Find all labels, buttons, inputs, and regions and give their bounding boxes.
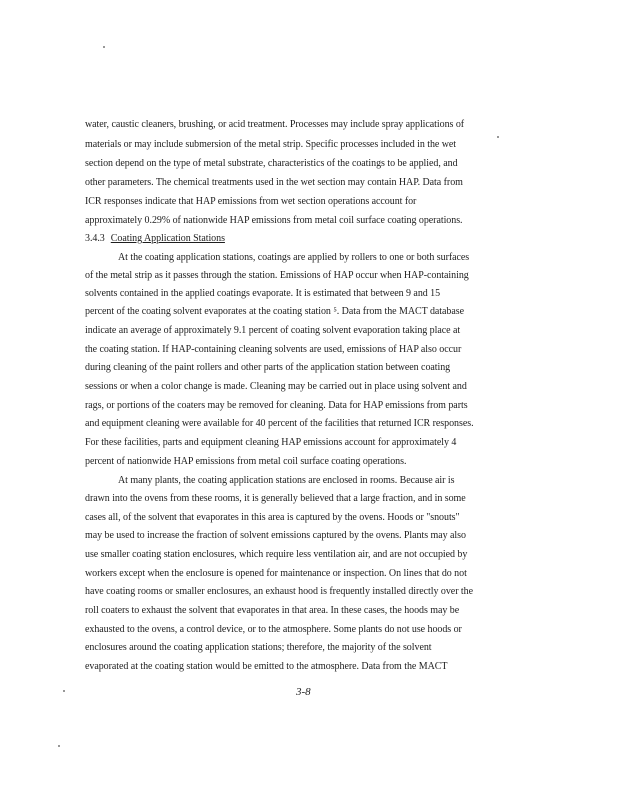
scan-speck (63, 690, 65, 692)
text-line: exhausted to the ovens, a control device, or to the atmosphere. Some plants do not use hoods or (85, 624, 462, 635)
text-line: roll coaters to exhaust the solvent that evaporates in that area. In these cases, the hoods may be (85, 605, 460, 616)
text-line: workers except when the enclosure is opened for maintenance or inspection. On lines that do not (85, 568, 467, 579)
text-line: ICR responses indicate that HAP emissions from wet section operations account for (85, 196, 417, 207)
text-line: sessions or when a color change is made. Cleaning may be carried out in place using solvent and (85, 381, 467, 392)
text-line: At many plants, the coating application stations are enclosed in rooms. Because air is (118, 475, 455, 486)
text-line: section depend on the type of metal substrate, characteristics of the coatings to be applied, and (85, 158, 458, 169)
section-title: Coating Application Stations (110, 233, 225, 244)
text-line: during cleaning of the paint rollers and other parts of the application station between coating (85, 362, 451, 373)
text-line: may be used to increase the fraction of solvent emissions captured by the ovens. Plants may also (85, 530, 466, 541)
text-line: For these facilities, parts and equipment cleaning HAP emissions account for approximately 4 (85, 437, 457, 448)
text-line: and equipment cleaning were available for 40 percent of the facilities that returned ICR responses. (85, 418, 474, 429)
text-line: have coating rooms or smaller enclosures, an exhaust hood is frequently installed directly over the (85, 586, 473, 597)
page-number: 3-8 (296, 686, 311, 698)
scan-speck (497, 136, 499, 138)
text-line: percent of nationwide HAP emissions from metal coil surface coating operations. (85, 456, 407, 467)
text-line: water, caustic cleaners, brushing, or acid treatment. Processes may include spray applications of (85, 119, 465, 130)
text-line: rags, or portions of the coaters may be removed for cleaning. Data for HAP emissions from parts (85, 400, 468, 411)
text-line: drawn into the ovens from these rooms, it is generally believed that a large fraction, and in some (85, 493, 466, 504)
scan-speck (103, 46, 105, 48)
text-line: cases all, of the solvent that evaporates in this area is captured by the ovens. Hoods or "snouts" (85, 512, 460, 523)
text-line: solvents contained in the applied coatings evaporate. It is estimated that between 9 and 15 (85, 288, 441, 299)
text-line: evaporated at the coating station would be emitted to the atmosphere. Data from the MACT (85, 661, 448, 672)
text-line: percent of the coating solvent evaporates at the coating station ⁵. Data from the MACT database (85, 306, 464, 317)
section-heading (85, 232, 225, 246)
text-line: use smaller coating station enclosures, which require less ventilation air, and are not occupied by (85, 549, 468, 560)
text-line: of the metal strip as it passes through the station. Emissions of HAP occur when HAP-containing (85, 270, 469, 281)
text-line: At the coating application stations, coatings are applied by rollers to one or both surfaces (118, 252, 470, 263)
text-line: indicate an average of approximately 9.1 percent of coating solvent evaporation taking place at (85, 325, 461, 336)
text-line: other parameters. The chemical treatments used in the wet section may contain HAP. Data from (85, 177, 463, 188)
text-line: approximately 0.29% of nationwide HAP emissions from metal coil surface coating operations. (85, 215, 463, 226)
text-line: the coating station. If HAP-containing cleaning solvents are used, emissions of HAP also occur (85, 344, 462, 355)
scan-speck (58, 745, 60, 747)
section-number: 3.4.3 (85, 233, 105, 244)
text-line: enclosures around the coating application stations; therefore, the majority of the solvent (85, 642, 432, 653)
text-line: materials or may include submersion of the metal strip. Specific processes included in the wet (85, 139, 457, 150)
